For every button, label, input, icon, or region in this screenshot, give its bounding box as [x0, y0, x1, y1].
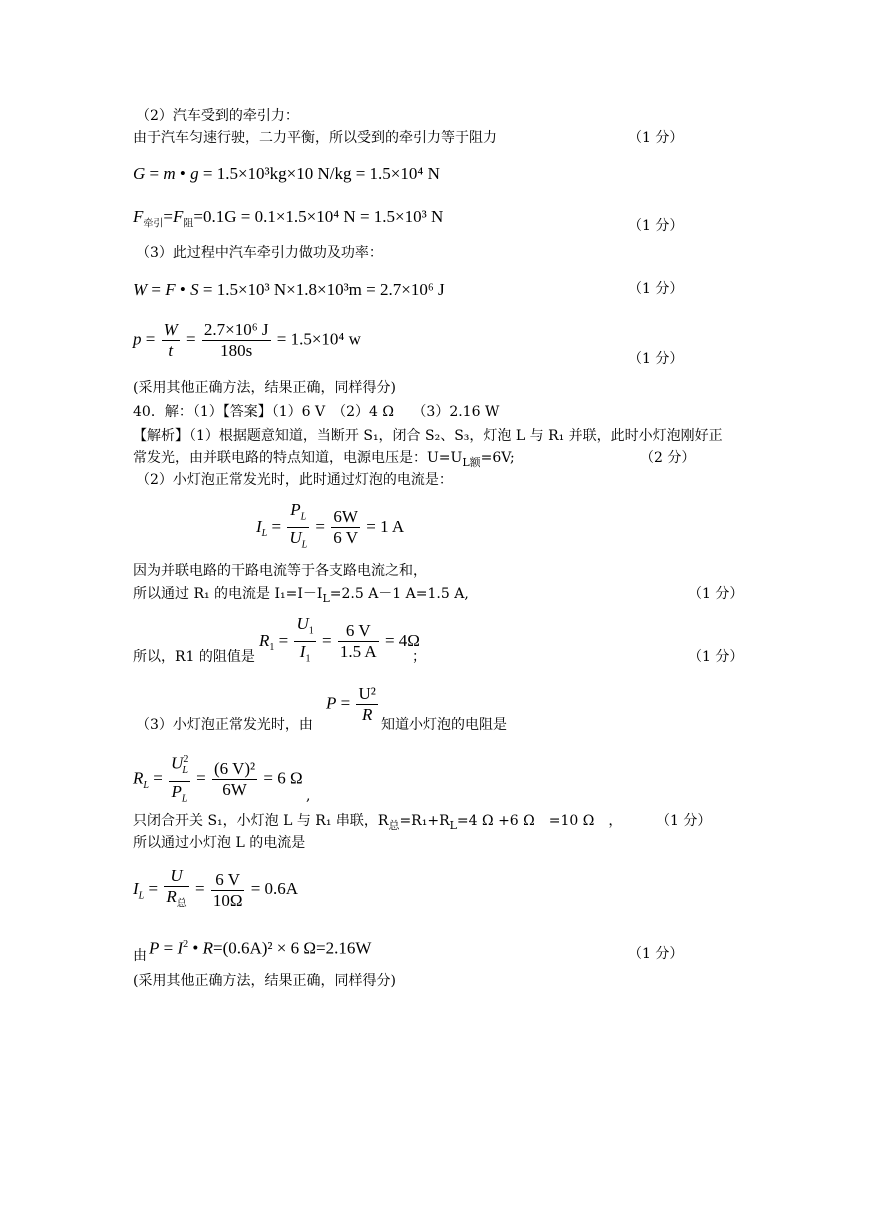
- fraction: [202, 320, 271, 361]
- subscript: 阻: [183, 218, 194, 230]
- numerator: 6 V: [338, 621, 379, 642]
- denominator: I: [299, 642, 306, 662]
- text: 所以通过 R₁ 的电流是 I₁=I－I: [133, 586, 323, 602]
- text-line: 【解析】（1）根据题意知道，当断开 S₁，闭合 S₂、S₃，灯泡 L 与 R₁ 并联，此时小灯泡刚好正: [133, 428, 723, 444]
- equation-text: = 1.5×10³ N×1.8×10³m = 2.7×10⁶ J: [202, 280, 445, 299]
- equation-text: = 1.5×10⁴ w: [276, 329, 361, 349]
- equation-rl: $R_L$ = $\frac{U^2_L}{P_L}$ = $\frac{\text{(6 V)²}}{6W}$ = 6 Ω: [133, 750, 303, 809]
- denominator: 6 V: [333, 528, 358, 548]
- text: 常发光，由并联电路的特点知道，电源电压是：U=U: [133, 450, 463, 466]
- equation-power2: $P = I^2$ • R=(0.6A)² × 6 Ω=2.16W: [149, 938, 372, 958]
- subscript: L: [449, 818, 457, 832]
- score-label: （2 分）: [640, 450, 696, 466]
- subscript: L额: [462, 455, 481, 469]
- text: =2.5 A－1 A=1.5 A,: [329, 586, 469, 602]
- text-line: （2）汽车受到的牵引力：: [136, 108, 299, 124]
- equation-il2: $I_L$ = $\frac{U}{R_总}$ = $\frac{6 V}{10\Omega}$ = 0.6A: [133, 866, 298, 914]
- text-line: ；: [412, 649, 426, 665]
- fraction: [211, 870, 245, 911]
- denominator: 1.5 A: [339, 642, 377, 662]
- denominator: 6W: [222, 780, 247, 800]
- denominator: 10Ω: [212, 890, 243, 910]
- text-line: (采用其他正确方法，结果正确，同样得分): [133, 973, 396, 989]
- numerator: P: [290, 500, 301, 519]
- text-line: （3）小灯泡正常发光时，由: [136, 717, 313, 733]
- numerator: U²: [358, 684, 376, 703]
- score-label: （1 分）: [628, 281, 684, 297]
- denominator: R: [361, 705, 373, 724]
- numerator: 2.7×10⁶ J: [203, 320, 269, 339]
- numerator: 6W: [331, 507, 360, 528]
- subscript: L: [322, 591, 330, 605]
- fraction: [212, 759, 257, 800]
- denominator: U: [289, 528, 302, 548]
- numerator: 6 V: [211, 870, 245, 891]
- equation-power-formula: P = $\frac{\text{U²}}{R}$: [326, 684, 376, 724]
- fraction: $\frac{U}{R_总}$: [166, 866, 187, 910]
- equation-text: = 1.5×10³kg×10 N/kg = 1.5×10⁴ N: [202, 164, 440, 183]
- fraction: [162, 320, 180, 361]
- equation-text: = 1 A: [366, 516, 405, 536]
- text-line: [133, 812, 622, 835]
- text-line: 由: [133, 948, 147, 964]
- denominator: R: [166, 887, 177, 906]
- text-line: 知道小灯泡的电阻是: [381, 717, 507, 733]
- equation-text: = 4Ω: [384, 630, 420, 650]
- text-line: （2）小灯泡正常发光时，此时通过灯泡的电流是：: [136, 472, 453, 488]
- score-label: （1 分）: [628, 130, 684, 146]
- numerator: U: [170, 866, 183, 885]
- equation-force: $F_{牵引}=F_阻=0.1G = 0.1\times 1.5\times 10^4$ N = 1.5×10³ N: [133, 207, 444, 230]
- text: =6V;: [480, 450, 515, 466]
- numerator: (6 V)²: [213, 759, 256, 779]
- score-label: （1 分）: [656, 813, 712, 829]
- text-line: ,: [306, 788, 311, 804]
- text: =4 Ω +6 Ω =10 Ω ，: [456, 813, 623, 829]
- equation-text: = 0.6A: [250, 879, 299, 899]
- text-line: 所以通过小灯泡 L 的电流是: [133, 835, 306, 851]
- denominator: t: [168, 341, 174, 360]
- text: =R₁+R: [399, 813, 450, 829]
- text-line: 所以，R1 的阻值是: [133, 649, 255, 665]
- equation-r1: $R_1$ = $\frac{U_1}{I_1}$ = $\frac{6 V}{1.5 A}$ = 4Ω: [259, 614, 420, 670]
- text-line: 由于汽车匀速行驶，二力平衡，所以受到的牵引力等于阻力: [133, 130, 497, 146]
- score-label: （1 分）: [628, 218, 684, 234]
- text-line: （3）此过程中汽车牵引力做功及功率：: [136, 245, 383, 261]
- numerator: W: [163, 320, 178, 339]
- fraction: $\frac{U_1}{I_1}$: [296, 614, 314, 665]
- equation-gravity: G = m • g = 1.5×10³kg×10 N/kg = 1.5×10⁴ N: [133, 164, 440, 183]
- equation-power: p = $\frac{W}{t}$ = $\frac{\text{2.7×10⁶ J}}{180s}$ = 1.5×10⁴ w: [133, 320, 361, 360]
- score-label: （1 分）: [688, 649, 744, 665]
- fraction: [356, 684, 377, 725]
- equation-text: = 6 Ω: [263, 768, 303, 788]
- text-line: [133, 449, 515, 472]
- equation-work: W = F • S = 1.5×10³ N×1.8×10³m = 2.7×10⁶ J: [133, 280, 445, 299]
- numerator: U: [296, 614, 309, 633]
- equation-text: =(0.6A)² × 6 Ω=2.16W: [213, 938, 372, 958]
- text: 只闭合开关 S₁，小灯泡 L 与 R₁ 串联，R: [133, 813, 389, 829]
- score-label: （1 分）: [628, 946, 684, 962]
- equation-text: =0.1G = 0.1×1.5×10⁴ N = 1.5×10³ N: [193, 207, 444, 226]
- text-line: [133, 585, 469, 608]
- equation-current: $I_L$ = $\frac{P_L}{U_L}$ = $\frac{6W}{6 V}$ = 1 A: [256, 500, 404, 556]
- subscript: 牵引: [143, 218, 164, 230]
- fraction: $\frac{U^2_L}{P_L}$: [169, 750, 190, 809]
- answer-line: 40．解：（1）【答案】（1）6 V （2）4 Ω （3）2.16 W: [133, 404, 500, 420]
- score-label: （1 分）: [628, 351, 684, 367]
- text-line: 因为并联电路的干路电流等于各支路电流之和，: [133, 563, 427, 579]
- text-line: (采用其他正确方法，结果正确，同样得分): [133, 380, 396, 396]
- denominator: 180s: [220, 341, 253, 360]
- fraction: $\frac{P_L}{U_L}$: [289, 500, 308, 551]
- fraction: [338, 621, 379, 662]
- score-label: （1 分）: [688, 586, 744, 602]
- subscript: 总: [388, 818, 400, 832]
- fraction: [331, 507, 360, 548]
